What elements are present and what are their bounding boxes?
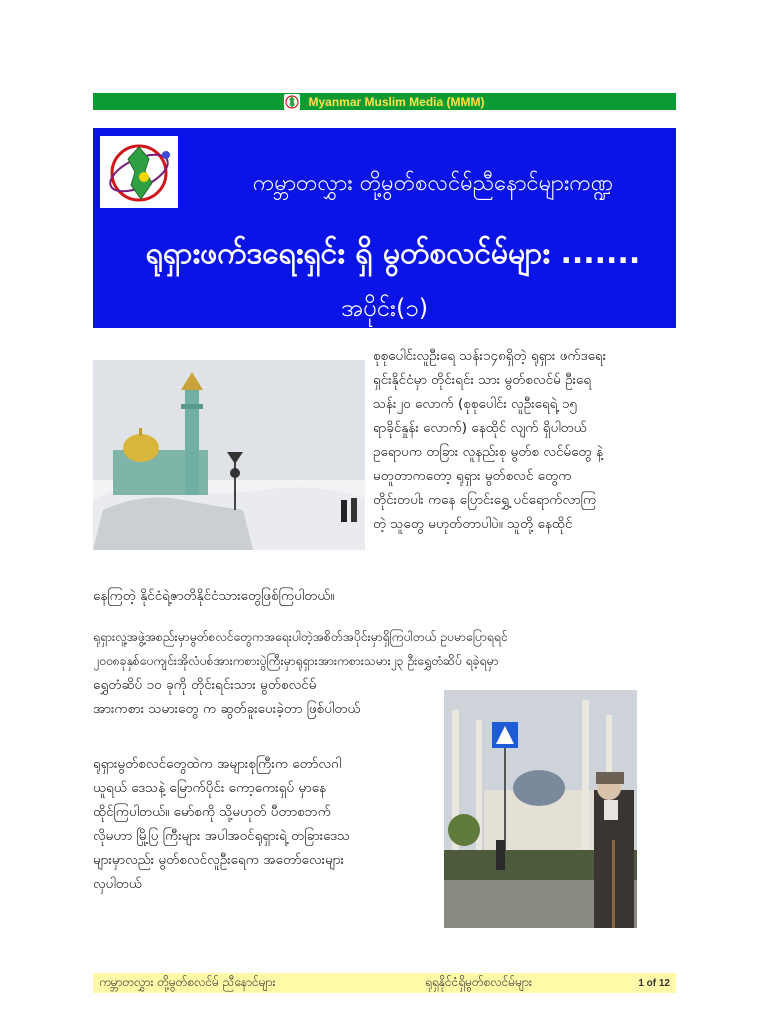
- text-line: အားကစား သမားတွေ က ဆွတ်ခူးပေးခဲ့တာ ဖြစ်ပါတယ်: [93, 701, 361, 717]
- intro-paragraph: [373, 344, 673, 536]
- page-number: 1 of 12: [638, 977, 670, 989]
- text-line: စုစုပေါင်းလူဦးရေ သန်း၁၄၈ရှိတဲ့ ရုရှား ဖက်ဒရေး: [373, 348, 607, 364]
- text-line: လှပါတယ်: [93, 876, 142, 892]
- banner-main-title: ရုရှားဖက်ဒရေးရှင်း ရှိ မွတ်စလင်မ်များ .......: [145, 236, 641, 271]
- text-line: ရုရှားလူ့အဖွဲ့အစည်းမှာမွတ်စလင်တွေကအရေးပါတဲ့အစိတ်အပိုင်းမှာရှိကြပါတယ် ဥပမာပြောရရင်: [93, 630, 508, 644]
- text-line: သန်း၂၀ လောက် (စုစုပေါင်း လူဦးရေရဲ့ ၁၅: [373, 396, 577, 412]
- header-title: Myanmar Muslim Media (MMM): [308, 94, 485, 109]
- text-line: လိုမဟာ မြို့ပြ ကြီးများ အပါအဝင်ရုရှားရဲ့ တခြားဒေသ: [93, 828, 351, 844]
- regions-paragraph: [93, 752, 433, 896]
- banner-part-label: အပိုင်း(၁): [340, 294, 429, 322]
- text-line: တိုင်းတပါး ကနေ ပြောင်းရွှေ့ ပင်ရောက်လာကြ: [373, 492, 597, 508]
- snowy-mosque-photo: [93, 360, 365, 550]
- text-line: ဥရောပက တခြား လူနည်းစု မွတ်စ လင်မ်တွေ နဲ့: [373, 444, 603, 460]
- text-line: ရွှေတံဆိပ် ၁၀ ခုကို တိုင်းရင်းသား မွတ်စလင်မ်: [93, 677, 317, 693]
- intro-paragraph-tail: နေကြတဲ့ နိုင်ငံရဲ့ဇာတိနိုင်ငံသားတွေဖြစ်ကြပါတယ်။: [93, 588, 335, 604]
- footer-article-title: ရုရှနိုင်ငံရှိမွတ်စလင်မ်များ: [425, 975, 532, 989]
- banner-series-title: ကမ္ဘာတလွှား တို့မွတ်စလင်မ်ညီနောင်များကဏ္ဍ: [252, 171, 614, 196]
- mosque-street-photo: [444, 690, 637, 928]
- text-line: ထိုင်ကြပါတယ်။ မော်စကို သို့မဟုတ် ပီတာစဘက်: [93, 804, 331, 820]
- page-footer: [93, 973, 676, 993]
- text-line: ၂၀၀၈ခုနှစ်ပေကျင်းအိုလံပစ်အားကစားပွဲကြီးမှာရုရှားအားကစားသမား၂၃ ဦးရွှေတံဆိပ် ရခဲ့ရမှာ: [93, 654, 499, 668]
- title-banner: [93, 128, 676, 328]
- footer-series-title: ကမ္ဘာတလွှား တို့မွတ်စလင်မ် ညီနောင်များ: [99, 975, 276, 989]
- text-line: ရုရှားမွတ်စလင်တွေထဲက အများစုကြီးက တော်လဂါ: [93, 756, 342, 772]
- mmm-logo-icon: [100, 136, 178, 208]
- text-line: ရှင်းနိုင်ငံမှာ တိုင်းရင်း သား မွတ်စလင်မ် ဦးရေ: [373, 372, 592, 388]
- text-line: ရာခိုင်နှုန်း လောက်) နေထိုင် လျက် ရှိပါတယ်: [373, 420, 587, 436]
- text-line: မတူတာကတော့ ရုရှား မွတ်စလင် တွေက: [373, 468, 572, 484]
- text-line: တဲ့ သူတွေ မဟုတ်တာပါပဲ။ သူတို့ နေထိုင်: [373, 516, 573, 532]
- mmm-mini-logo-icon: [284, 94, 300, 110]
- text-line: များမှာလည်း မွတ်စလင်လူဦးရေက အတော်လေးများ: [93, 852, 344, 868]
- text-line: ယူရယ် ဒေသနဲ့ မြောက်ပိုင်း ကော့ကေးရှပ် မှာနေ: [93, 780, 327, 796]
- header-bar: [93, 93, 676, 110]
